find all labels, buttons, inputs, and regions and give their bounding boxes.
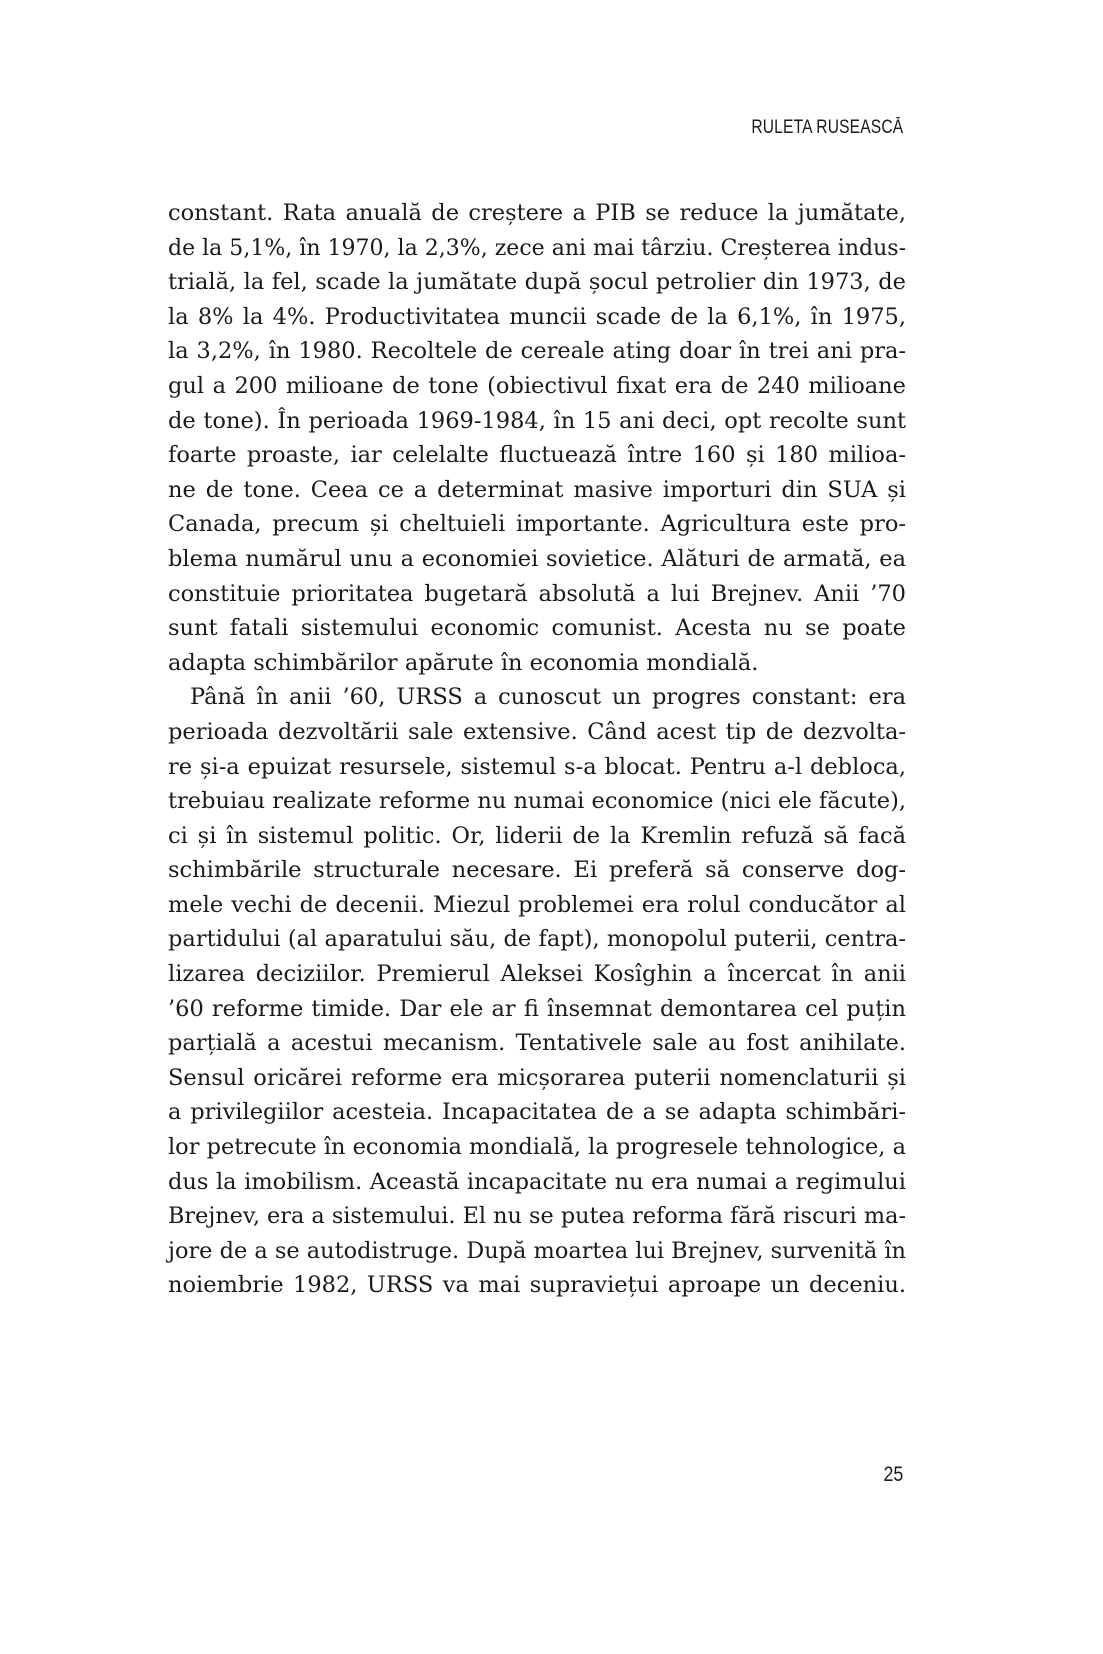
text-line: ci și în sistemul politic. Or, liderii de la Kremlin refuză să facă xyxy=(168,822,906,849)
text-line: re și-a epuizat resursele, sistemul s-a blocat. Pentru a-l debloca, xyxy=(168,753,906,780)
text-line: ne de tone. Ceea ce a determinat masive importuri din SUA și xyxy=(168,476,906,503)
running-head-title: RULETA RUSEASCĂ xyxy=(751,117,903,138)
text-line: de la 5,1%, în 1970, la 2,3%, zece ani mai târziu. Creșterea indus- xyxy=(168,234,907,261)
paragraph-1 xyxy=(168,196,906,680)
text-line: parțială a acestui mecanism. Tentativele sale au fost anihilate. xyxy=(168,1030,906,1057)
text-line: dus la imobilism. Această incapacitate nu era numai a regimului xyxy=(168,1168,906,1195)
text-line: a privilegiilor acesteia. Incapacitatea de a se adapta schimbări- xyxy=(168,1099,906,1126)
text-line: la 3,2%, în 1980. Recoltele de cereale ating doar în trei ani pra- xyxy=(168,338,906,365)
text-line: sunt fatali sistemului economic comunist. Acesta nu se poate xyxy=(168,615,906,642)
text-line: noiembrie 1982, URSS va mai supraviețui aproape un deceniu. xyxy=(168,1272,906,1299)
text-line: lizarea deciziilor. Premierul Aleksei Kosîghin a încercat în anii xyxy=(168,961,906,988)
text-line: trebuiau realizate reforme nu numai economice (nici ele făcute), xyxy=(168,788,907,815)
text-line: mele vechi de decenii. Miezul problemei era rolul conducător al xyxy=(168,891,906,918)
text-line: constant. Rata anuală de creștere a PIB se reduce la jumătate, xyxy=(168,200,906,226)
text-line: la 8% la 4%. Productivitatea muncii scade de la 6,1%, în 1975, xyxy=(168,303,906,330)
text-line: blema numărul unu a economiei sovietice. Alături de armată, ea xyxy=(168,545,906,572)
text-line: Până în anii ’60, URSS a cunoscut un progres constant: era xyxy=(190,684,906,711)
text-line: trială, la fel, scade la jumătate după șocul petrolier din 1973, de xyxy=(168,269,906,296)
text-line: foarte proaste, iar celelalte fluctuează între 160 și 180 milioa- xyxy=(168,442,906,469)
page-number: 25 xyxy=(883,1463,903,1486)
text-line: Canada, precum și cheltuieli importante. Agricultura este pro- xyxy=(168,511,906,538)
text-line: perioada dezvoltării sale extensive. Când acest tip de dezvolta- xyxy=(168,718,906,745)
text-line: gul a 200 milioane de tone (obiectivul fixat era de 240 milioane xyxy=(168,372,906,399)
text-line: lor petrecute în economia mondială, la progresele tehnologice, a xyxy=(168,1134,906,1161)
text-line: partidului (al aparatului său, de fapt), monopolul puterii, centra- xyxy=(168,926,906,953)
text-line: Sensul oricărei reforme era micșorarea puterii nomenclaturii și xyxy=(168,1064,906,1091)
text-line: schimbările structurale necesare. Ei preferă să conserve dog- xyxy=(168,857,906,884)
text-line: de tone). În perioada 1969-1984, în 15 ani deci, opt recolte sunt xyxy=(168,407,906,434)
text-line: adapta schimbărilor apărute în economia mondială. xyxy=(168,649,759,676)
body-text xyxy=(168,196,906,1303)
text-line: ’60 reforme timide. Dar ele ar fi însemnat demontarea cel puțin xyxy=(168,995,906,1022)
text-line: jore de a se autodistruge. După moartea lui Brejnev, survenită în xyxy=(168,1237,906,1264)
text-line: constituie prioritatea bugetară absolută a lui Brejnev. Anii ’70 xyxy=(168,580,906,607)
paragraph-2 xyxy=(168,680,906,1303)
text-line: Brejnev, era a sistemului. El nu se putea reforma fără riscuri ma- xyxy=(168,1203,907,1230)
